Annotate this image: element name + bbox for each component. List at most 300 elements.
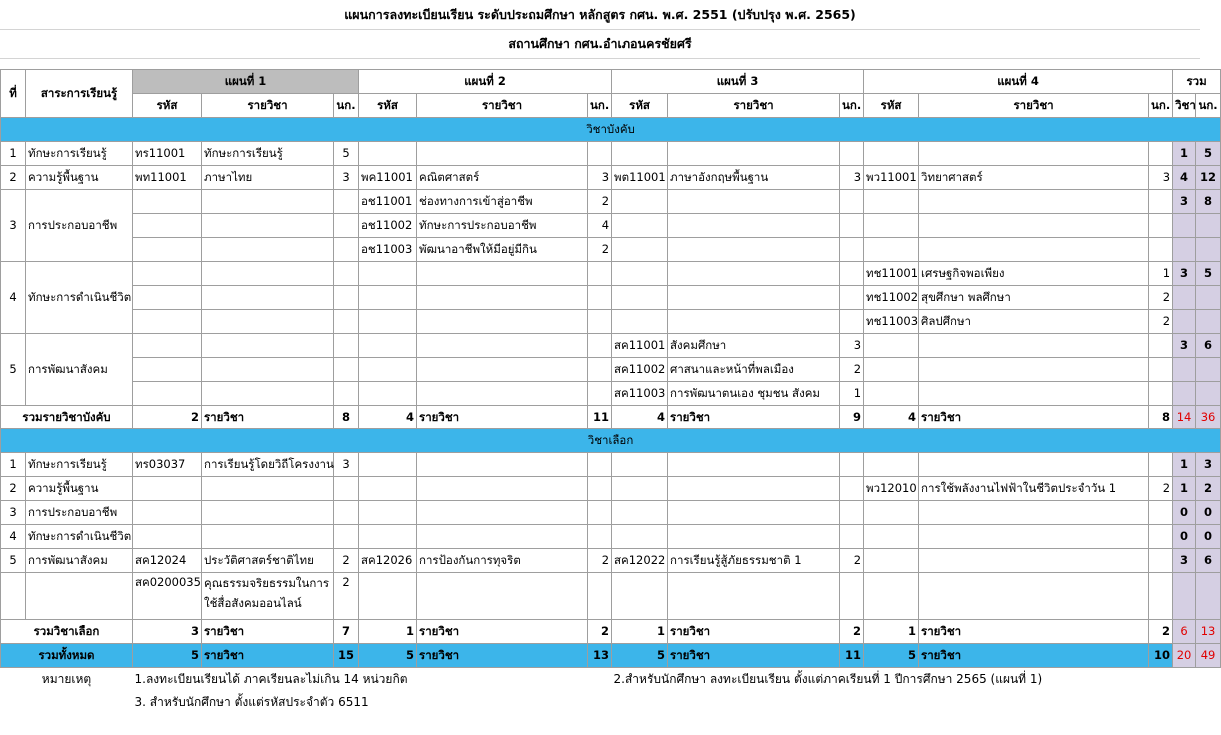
notes-row (1, 691, 1221, 714)
empty-cell (840, 214, 864, 238)
empty-cell (202, 382, 334, 406)
subtotal-unit: รายวิชา (417, 406, 588, 429)
course-credit: 3 (334, 453, 359, 477)
total-credit-count (1196, 214, 1221, 238)
empty-cell (133, 190, 202, 214)
total-credit-count: 2 (1196, 477, 1221, 501)
empty-cell (133, 262, 202, 286)
subtotal-unit: รายวิชา (919, 406, 1149, 429)
course-code: สค11003 (612, 382, 668, 406)
total-course-header: วิชา (1173, 94, 1196, 118)
course-name: ประวัติศาสตร์ชาติไทย (202, 549, 334, 573)
empty-cell (359, 262, 417, 286)
empty-cell (612, 286, 668, 310)
empty-cell (612, 573, 668, 620)
empty-cell (919, 501, 1149, 525)
empty-cell (202, 286, 334, 310)
table-row (1, 286, 1221, 310)
empty-cell (133, 310, 202, 334)
empty-cell (334, 382, 359, 406)
course-credit: 2 (1149, 477, 1173, 501)
table-row (1, 382, 1221, 406)
area-name: การประกอบอาชีพ (26, 190, 133, 262)
course-credit: 3 (1149, 166, 1173, 190)
empty-cell (1, 691, 133, 714)
p4-code-header: รหัส (864, 94, 919, 118)
empty-cell (133, 286, 202, 310)
note-2: 2.สำหรับนักศึกษา ลงทะเบียนเรียน ตั้งแต่ภาคเรียนที่ 1 ปีการศึกษา 2565 (แผนที่ 1) (613, 672, 1043, 686)
empty-cell (668, 190, 840, 214)
table-row (1, 453, 1221, 477)
empty-cell (612, 238, 668, 262)
empty-cell (202, 477, 334, 501)
course-name: คุณธรรมจริยธรรมในการใช้สื่อสังคมออนไลน์ (202, 573, 334, 620)
course-code: พว11001 (864, 166, 919, 190)
course-name: พัฒนาอาชีพให้มีอยู่มีกิน (417, 238, 588, 262)
area-no: 1 (1, 142, 26, 166)
total-course-count: 3 (1173, 334, 1196, 358)
empty-cell (133, 238, 202, 262)
course-credit: 3 (840, 166, 864, 190)
empty-cell (668, 214, 840, 238)
section-row (1, 429, 1221, 453)
empty-cell (588, 477, 612, 501)
plan1-header: แผนที่ 1 (133, 70, 359, 94)
course-code: สค11002 (612, 358, 668, 382)
area-name: การพัฒนาสังคม (26, 334, 133, 406)
empty-cell (588, 573, 612, 620)
empty-cell (612, 142, 668, 166)
section-required: วิชาบังคับ (1, 118, 1221, 142)
empty-cell (417, 477, 588, 501)
course-credit: 2 (334, 573, 359, 620)
course-name: การพัฒนาตนเอง ชุมชน สังคม (668, 382, 840, 406)
course-code: สค0200035 (133, 573, 202, 620)
page-title: แผนการลงทะเบียนเรียน ระดับประถมศึกษา หลักสูตร กศน. พ.ศ. 2551 (ปรับปรุง พ.ศ. 2565) (0, 0, 1200, 30)
course-name: ศาสนาและหน้าที่พลเมือง (668, 358, 840, 382)
notes-row (1, 668, 1221, 692)
empty-cell (588, 453, 612, 477)
empty-cell (1149, 334, 1173, 358)
total-credit-count (1196, 358, 1221, 382)
empty-cell (612, 190, 668, 214)
empty-cell (864, 453, 919, 477)
empty-cell (133, 382, 202, 406)
area-no: 3 (1, 501, 26, 525)
empty-cell (919, 549, 1149, 573)
grand-total-unit: รายวิชา (417, 644, 588, 668)
empty-cell (588, 262, 612, 286)
empty-cell (612, 501, 668, 525)
course-name: ทักษะการประกอบอาชีพ (417, 214, 588, 238)
empty-cell (417, 310, 588, 334)
subtotal-unit: รายวิชา (668, 406, 840, 429)
empty-cell (133, 214, 202, 238)
note-3: 3. สำหรับนักศึกษา ตั้งแต่รหัสประจำตัว 6511 (134, 695, 369, 709)
subtotal-label: รวมรายวิชาบังคับ (1, 406, 133, 429)
subtotal-credit: 2 (840, 620, 864, 644)
empty-cell (334, 334, 359, 358)
subtotal-credit: 8 (1149, 406, 1173, 429)
empty-cell (588, 310, 612, 334)
empty-cell (840, 453, 864, 477)
grand-total-row (1, 644, 1221, 668)
course-code: สค12022 (612, 549, 668, 573)
registration-plan-table (0, 69, 1221, 714)
empty-cell (359, 477, 417, 501)
area-no: 2 (1, 477, 26, 501)
empty-cell (359, 573, 417, 620)
course-name: การใช้พลังงานไฟฟ้าในชีวิตประจำวัน 1 (919, 477, 1149, 501)
course-code: สค12026 (359, 549, 417, 573)
empty-cell (840, 477, 864, 501)
empty-cell (334, 190, 359, 214)
total-course-count (1173, 214, 1196, 238)
empty-cell (133, 334, 202, 358)
empty-cell (864, 525, 919, 549)
area-no: 5 (1, 549, 26, 573)
empty-cell (919, 190, 1149, 214)
empty-cell (919, 453, 1149, 477)
total-course-count: 20 (1173, 644, 1196, 668)
empty-cell (668, 262, 840, 286)
empty-cell (1149, 549, 1173, 573)
subtotal-credit: 8 (334, 406, 359, 429)
empty-cell (668, 310, 840, 334)
empty-cell (840, 286, 864, 310)
empty-cell (359, 334, 417, 358)
area-no: 5 (1, 334, 26, 406)
course-code: พต11001 (612, 166, 668, 190)
course-credit: 4 (588, 214, 612, 238)
area-name: ความรู้พื้นฐาน (26, 166, 133, 190)
total-course-count (1173, 286, 1196, 310)
grand-total-credit: 15 (334, 644, 359, 668)
course-credit: 3 (840, 334, 864, 358)
table-row (1, 477, 1221, 501)
col-header-no: ที่ (1, 70, 26, 118)
area-name: ทักษะการดำเนินชีวิต (26, 525, 133, 549)
p2-code-header: รหัส (359, 94, 417, 118)
empty-cell (1149, 573, 1173, 620)
notes-label: หมายเหตุ (41, 672, 92, 686)
grand-total-unit: รายวิชา (919, 644, 1149, 668)
empty-cell (133, 477, 202, 501)
total-credit-count: 5 (1196, 262, 1221, 286)
empty-cell (359, 525, 417, 549)
course-name: สังคมศึกษา (668, 334, 840, 358)
course-credit: 5 (334, 142, 359, 166)
course-credit: 3 (588, 166, 612, 190)
total-credit-count: 6 (1196, 334, 1221, 358)
empty-cell (668, 286, 840, 310)
empty-cell (417, 573, 588, 620)
total-credit-count (1196, 310, 1221, 334)
course-name: การป้องกันการทุจริต (417, 549, 588, 573)
empty-cell (919, 142, 1149, 166)
p3-course-header: รายวิชา (668, 94, 840, 118)
empty-cell (359, 142, 417, 166)
subtotal-unit: รายวิชา (202, 406, 334, 429)
total-course-count: 0 (1173, 525, 1196, 549)
course-credit: 2 (588, 549, 612, 573)
course-name: คณิตศาสตร์ (417, 166, 588, 190)
p3-credit-header: นก. (840, 94, 864, 118)
area-name: ทักษะการเรียนรู้ (26, 453, 133, 477)
empty-cell (668, 501, 840, 525)
area-name: ทักษะการเรียนรู้ (26, 142, 133, 166)
total-credit-count: 5 (1196, 142, 1221, 166)
empty-cell (919, 214, 1149, 238)
course-name: การเรียนรู้โดยวิถีโครงงาน (202, 453, 334, 477)
empty-cell (359, 286, 417, 310)
p3-code-header: รหัส (612, 94, 668, 118)
empty-cell (864, 214, 919, 238)
empty-cell (1, 573, 26, 620)
p1-credit-header: นก. (334, 94, 359, 118)
table-row (1, 549, 1221, 573)
subtotal-row (1, 406, 1221, 429)
empty-cell (334, 214, 359, 238)
empty-cell (864, 334, 919, 358)
empty-cell (588, 142, 612, 166)
table-row (1, 262, 1221, 286)
table-row (1, 310, 1221, 334)
empty-cell (202, 358, 334, 382)
empty-cell (417, 142, 588, 166)
total-course-count: 3 (1173, 262, 1196, 286)
total-course-count (1173, 238, 1196, 262)
total-credit-count: 8 (1196, 190, 1221, 214)
empty-cell (919, 358, 1149, 382)
empty-cell (1149, 238, 1173, 262)
subtotal-count: 3 (133, 620, 202, 644)
course-code: พค11001 (359, 166, 417, 190)
empty-cell (588, 525, 612, 549)
empty-cell (359, 501, 417, 525)
grand-total-unit: รายวิชา (668, 644, 840, 668)
total-credit-count (1196, 382, 1221, 406)
course-credit: 2 (1149, 310, 1173, 334)
total-credit-header: นก. (1196, 94, 1221, 118)
empty-cell (840, 310, 864, 334)
empty-cell (668, 477, 840, 501)
course-credit: 2 (840, 358, 864, 382)
table-row (1, 214, 1221, 238)
total-credit-count: 13 (1196, 620, 1221, 644)
empty-cell (864, 190, 919, 214)
course-name: ศิลปศึกษา (919, 310, 1149, 334)
empty-cell (864, 549, 919, 573)
table-row (1, 142, 1221, 166)
empty-cell (864, 501, 919, 525)
empty-cell (417, 525, 588, 549)
total-course-count (1173, 310, 1196, 334)
empty-cell (133, 525, 202, 549)
empty-cell (334, 477, 359, 501)
total-credit-count: 12 (1196, 166, 1221, 190)
empty-cell (919, 573, 1149, 620)
empty-cell (668, 573, 840, 620)
total-credit-count: 0 (1196, 525, 1221, 549)
subtotal-credit: 11 (588, 406, 612, 429)
course-code: ทร11001 (133, 142, 202, 166)
empty-cell (359, 358, 417, 382)
section-row (1, 118, 1221, 142)
table-row (1, 573, 1221, 620)
p1-code-header: รหัส (133, 94, 202, 118)
table-row (1, 501, 1221, 525)
plan4-header: แผนที่ 4 (864, 70, 1173, 94)
subtotal-credit: 7 (334, 620, 359, 644)
subheader-row (1, 94, 1221, 118)
empty-cell (588, 382, 612, 406)
course-name: การเรียนรู้สู้ภัยธรรมชาติ 1 (668, 549, 840, 573)
course-name: สุขศึกษา พลศึกษา (919, 286, 1149, 310)
empty-cell (864, 142, 919, 166)
area-no: 3 (1, 190, 26, 262)
empty-cell (417, 286, 588, 310)
total-course-count: 6 (1173, 620, 1196, 644)
total-credit-count (1196, 286, 1221, 310)
area-name: การพัฒนาสังคม (26, 549, 133, 573)
subtotal-label: รวมวิชาเลือก (1, 620, 133, 644)
grand-total-credit: 10 (1149, 644, 1173, 668)
empty-cell (359, 310, 417, 334)
course-credit: 2 (588, 238, 612, 262)
area-no: 2 (1, 166, 26, 190)
subtotal-count: 1 (864, 620, 919, 644)
p4-credit-header: นก. (1149, 94, 1173, 118)
empty-cell (612, 477, 668, 501)
empty-cell (417, 453, 588, 477)
empty-cell (612, 525, 668, 549)
total-course-count (1173, 382, 1196, 406)
empty-cell (864, 382, 919, 406)
subtotal-count: 1 (612, 620, 668, 644)
subtotal-count: 4 (864, 406, 919, 429)
page-subtitle: สถานศึกษา กศน.อำเภอนครชัยศรี (0, 29, 1200, 59)
empty-cell (1149, 214, 1173, 238)
total-course-count (1173, 573, 1196, 620)
course-name: ภาษาอังกฤษพื้นฐาน (668, 166, 840, 190)
subtotal-count: 2 (133, 406, 202, 429)
total-course-count: 0 (1173, 501, 1196, 525)
p2-credit-header: นก. (588, 94, 612, 118)
course-code: อช11001 (359, 190, 417, 214)
empty-cell (334, 238, 359, 262)
empty-cell (334, 286, 359, 310)
empty-cell (612, 214, 668, 238)
table-row (1, 166, 1221, 190)
course-credit: 2 (334, 549, 359, 573)
course-code: ทร03037 (133, 453, 202, 477)
empty-cell (588, 358, 612, 382)
empty-cell (202, 262, 334, 286)
empty-cell (417, 382, 588, 406)
empty-cell (840, 573, 864, 620)
empty-cell (202, 214, 334, 238)
area-name: ทักษะการดำเนินชีวิต (26, 262, 133, 334)
empty-cell (334, 262, 359, 286)
total-course-count: 1 (1173, 453, 1196, 477)
area-no: 4 (1, 262, 26, 334)
empty-cell (864, 238, 919, 262)
empty-cell (840, 525, 864, 549)
table-row (1, 358, 1221, 382)
p2-course-header: รายวิชา (417, 94, 588, 118)
course-code: สค11001 (612, 334, 668, 358)
total-course-count: 1 (1173, 142, 1196, 166)
empty-cell (840, 238, 864, 262)
grand-total-credit: 11 (840, 644, 864, 668)
area-no: 4 (1, 525, 26, 549)
subtotal-unit: รายวิชา (417, 620, 588, 644)
total-course-count: 4 (1173, 166, 1196, 190)
table-row (1, 525, 1221, 549)
total-credit-count (1196, 238, 1221, 262)
empty-cell (588, 334, 612, 358)
empty-cell (359, 382, 417, 406)
course-name: ภาษาไทย (202, 166, 334, 190)
course-code: อช11003 (359, 238, 417, 262)
grand-total-credit: 13 (588, 644, 612, 668)
course-code: พว12010 (864, 477, 919, 501)
course-credit: 1 (1149, 262, 1173, 286)
plan3-header: แผนที่ 3 (612, 70, 864, 94)
grand-total-label: รวมทั้งหมด (1, 644, 133, 668)
course-code: ทช11001 (864, 262, 919, 286)
empty-cell (202, 334, 334, 358)
empty-cell (919, 334, 1149, 358)
total-header: รวม (1173, 70, 1221, 94)
empty-cell (202, 525, 334, 549)
empty-cell (1149, 358, 1173, 382)
area-name: การประกอบอาชีพ (26, 501, 133, 525)
total-course-count: 14 (1173, 406, 1196, 429)
total-course-count: 1 (1173, 477, 1196, 501)
empty-cell (334, 501, 359, 525)
empty-cell (417, 358, 588, 382)
table-row (1, 190, 1221, 214)
empty-cell (840, 142, 864, 166)
course-name: ช่องทางการเข้าสู่อาชีพ (417, 190, 588, 214)
empty-cell (1149, 142, 1173, 166)
plan2-header: แผนที่ 2 (359, 70, 612, 94)
empty-cell (668, 238, 840, 262)
total-course-count (1173, 358, 1196, 382)
empty-cell (1149, 382, 1173, 406)
empty-cell (1149, 525, 1173, 549)
empty-cell (1149, 453, 1173, 477)
total-credit-count: 3 (1196, 453, 1221, 477)
empty-cell (840, 501, 864, 525)
course-name: เศรษฐกิจพอเพียง (919, 262, 1149, 286)
p1-course-header: รายวิชา (202, 94, 334, 118)
subtotal-count: 1 (359, 620, 417, 644)
grand-total-count: 5 (864, 644, 919, 668)
table-row (1, 334, 1221, 358)
course-code: ทช11003 (864, 310, 919, 334)
empty-cell (133, 501, 202, 525)
subtotal-unit: รายวิชา (202, 620, 334, 644)
course-code: พท11001 (133, 166, 202, 190)
course-credit: 2 (588, 190, 612, 214)
empty-cell (202, 238, 334, 262)
course-name: ทักษะการเรียนรู้ (202, 142, 334, 166)
subtotal-credit: 9 (840, 406, 864, 429)
empty-cell (668, 142, 840, 166)
